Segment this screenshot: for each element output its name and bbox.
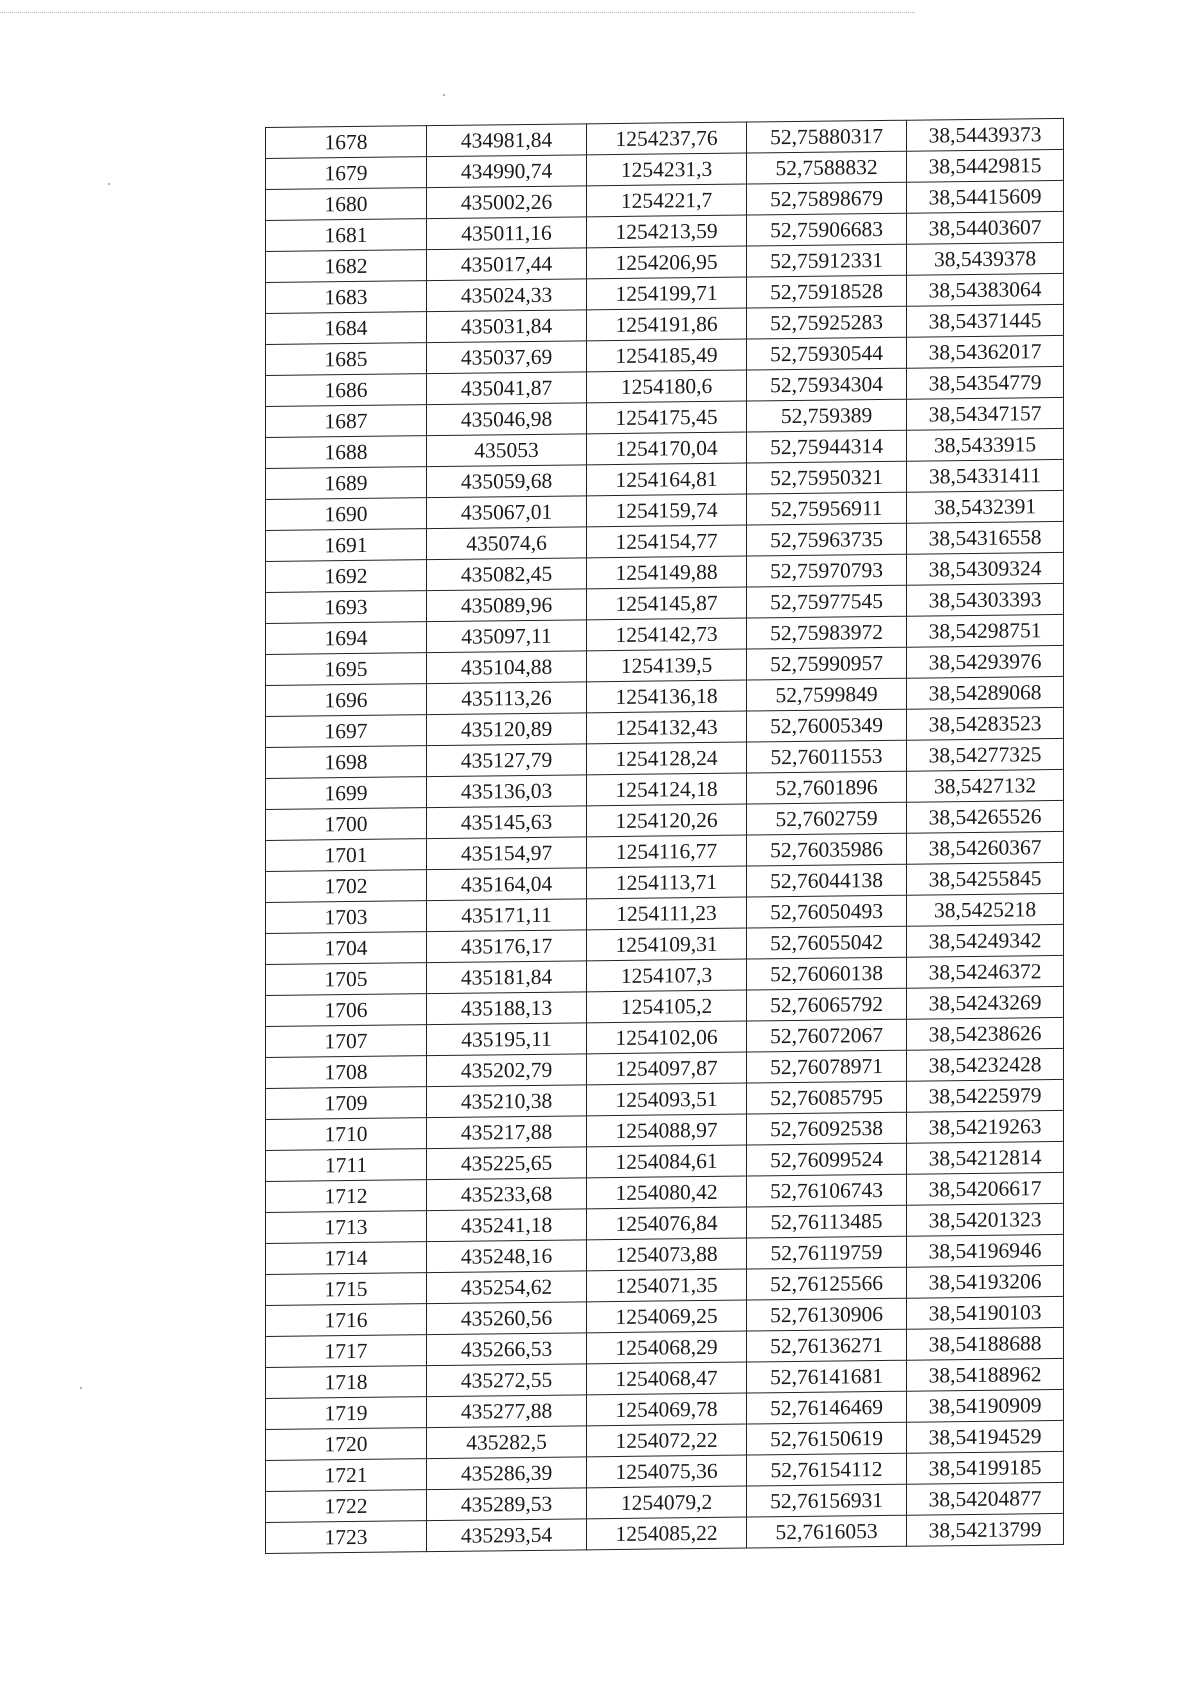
y-coordinate-cell: 1254069,25 (587, 1300, 747, 1333)
longitude-cell: 38,54303393 (907, 583, 1064, 616)
latitude-cell: 52,76005349 (747, 709, 907, 742)
y-coordinate-cell: 1254076,84 (587, 1207, 747, 1240)
x-coordinate-cell: 435046,98 (427, 403, 587, 436)
y-coordinate-cell: 1254097,87 (587, 1052, 747, 1085)
y-coordinate-cell: 1254170,04 (587, 432, 747, 465)
longitude-cell: 38,54246372 (907, 955, 1064, 988)
latitude-cell: 52,76150619 (747, 1422, 907, 1455)
point-number-cell: 1706 (266, 994, 427, 1027)
y-coordinate-cell: 1254191,86 (587, 308, 747, 341)
point-number-cell: 1683 (266, 281, 427, 314)
y-coordinate-cell: 1254175,45 (587, 401, 747, 434)
x-coordinate-cell: 435248,16 (427, 1240, 587, 1273)
longitude-cell: 38,54193206 (907, 1265, 1064, 1298)
point-number-cell: 1720 (266, 1428, 427, 1461)
point-number-cell: 1688 (266, 436, 427, 469)
longitude-cell: 38,54255845 (907, 862, 1064, 895)
y-coordinate-cell: 1254164,81 (587, 463, 747, 496)
y-coordinate-cell: 1254180,6 (587, 370, 747, 403)
latitude-cell: 52,76156931 (747, 1484, 907, 1517)
y-coordinate-cell: 1254206,95 (587, 246, 747, 279)
y-coordinate-cell: 1254080,42 (587, 1176, 747, 1209)
latitude-cell: 52,75912331 (747, 244, 907, 277)
latitude-cell: 52,76141681 (747, 1360, 907, 1393)
point-number-cell: 1681 (266, 219, 427, 252)
x-coordinate-cell: 435225,65 (427, 1147, 587, 1180)
x-coordinate-cell: 435266,53 (427, 1333, 587, 1366)
latitude-cell: 52,75934304 (747, 368, 907, 401)
point-number-cell: 1697 (266, 715, 427, 748)
latitude-cell: 52,759389 (747, 399, 907, 432)
longitude-cell: 38,54188688 (907, 1327, 1064, 1360)
y-coordinate-cell: 1254109,31 (587, 928, 747, 961)
longitude-cell: 38,54204877 (907, 1482, 1064, 1515)
latitude-cell: 52,76125566 (747, 1267, 907, 1300)
point-number-cell: 1694 (266, 622, 427, 655)
x-coordinate-cell: 435241,18 (427, 1209, 587, 1242)
latitude-cell: 52,76050493 (747, 895, 907, 928)
longitude-cell: 38,54439373 (907, 118, 1064, 151)
x-coordinate-cell: 435127,79 (427, 744, 587, 777)
point-number-cell: 1692 (266, 560, 427, 593)
latitude-cell: 52,7599849 (747, 678, 907, 711)
point-number-cell: 1685 (266, 343, 427, 376)
longitude-cell: 38,54429815 (907, 149, 1064, 182)
longitude-cell: 38,5439378 (907, 242, 1064, 275)
latitude-cell: 52,76154112 (747, 1453, 907, 1486)
x-coordinate-cell: 435164,04 (427, 868, 587, 901)
y-coordinate-cell: 1254231,3 (587, 153, 747, 186)
longitude-cell: 38,54212814 (907, 1141, 1064, 1174)
y-coordinate-cell: 1254069,78 (587, 1393, 747, 1426)
longitude-cell: 38,54194529 (907, 1420, 1064, 1453)
x-coordinate-cell: 435171,11 (427, 899, 587, 932)
latitude-cell: 52,7601896 (747, 771, 907, 804)
scan-speck (443, 94, 445, 96)
y-coordinate-cell: 1254073,88 (587, 1238, 747, 1271)
y-coordinate-cell: 1254068,29 (587, 1331, 747, 1364)
longitude-cell: 38,5433915 (907, 428, 1064, 461)
x-coordinate-cell: 435181,84 (427, 961, 587, 994)
point-number-cell: 1709 (266, 1087, 427, 1120)
y-coordinate-cell: 1254237,76 (587, 122, 747, 155)
longitude-cell: 38,54225979 (907, 1079, 1064, 1112)
y-coordinate-cell: 1254145,87 (587, 587, 747, 620)
latitude-cell: 52,76011553 (747, 740, 907, 773)
latitude-cell: 52,76119759 (747, 1236, 907, 1269)
longitude-cell: 38,54199185 (907, 1451, 1064, 1484)
x-coordinate-cell: 435082,45 (427, 558, 587, 591)
x-coordinate-cell: 435195,11 (427, 1023, 587, 1056)
x-coordinate-cell: 435104,88 (427, 651, 587, 684)
latitude-cell: 52,75930544 (747, 337, 907, 370)
longitude-cell: 38,54347157 (907, 397, 1064, 430)
longitude-cell: 38,54260367 (907, 831, 1064, 864)
x-coordinate-cell: 435041,87 (427, 372, 587, 405)
point-number-cell: 1705 (266, 963, 427, 996)
longitude-cell: 38,54383064 (907, 273, 1064, 306)
y-coordinate-cell: 1254139,5 (587, 649, 747, 682)
latitude-cell: 52,75963735 (747, 523, 907, 556)
point-number-cell: 1715 (266, 1273, 427, 1306)
latitude-cell: 52,7602759 (747, 802, 907, 835)
longitude-cell: 38,54371445 (907, 304, 1064, 337)
y-coordinate-cell: 1254085,22 (587, 1517, 747, 1550)
point-number-cell: 1678 (266, 126, 427, 159)
longitude-cell: 38,54213799 (907, 1513, 1064, 1546)
point-number-cell: 1722 (266, 1490, 427, 1523)
x-coordinate-cell: 435031,84 (427, 310, 587, 343)
y-coordinate-cell: 1254120,26 (587, 804, 747, 837)
latitude-cell: 52,75925283 (747, 306, 907, 339)
point-number-cell: 1682 (266, 250, 427, 283)
longitude-cell: 38,54232428 (907, 1048, 1064, 1081)
y-coordinate-cell: 1254136,18 (587, 680, 747, 713)
y-coordinate-cell: 1254113,71 (587, 866, 747, 899)
latitude-cell: 52,76099524 (747, 1143, 907, 1176)
point-number-cell: 1686 (266, 374, 427, 407)
latitude-cell: 52,76136271 (747, 1329, 907, 1362)
x-coordinate-cell: 435286,39 (427, 1457, 587, 1490)
x-coordinate-cell: 435188,13 (427, 992, 587, 1025)
x-coordinate-cell: 435272,55 (427, 1364, 587, 1397)
longitude-cell: 38,54331411 (907, 459, 1064, 492)
longitude-cell: 38,54316558 (907, 521, 1064, 554)
latitude-cell: 52,76060138 (747, 957, 907, 990)
point-number-cell: 1718 (266, 1366, 427, 1399)
point-number-cell: 1719 (266, 1397, 427, 1430)
coordinates-table-wrapper (265, 118, 1063, 1554)
x-coordinate-cell: 435017,44 (427, 248, 587, 281)
y-coordinate-cell: 1254221,7 (587, 184, 747, 217)
x-coordinate-cell: 435176,17 (427, 930, 587, 963)
coordinates-table-body (266, 118, 1064, 1553)
latitude-cell: 52,76085795 (747, 1081, 907, 1114)
longitude-cell: 38,54362017 (907, 335, 1064, 368)
y-coordinate-cell: 1254071,35 (587, 1269, 747, 1302)
x-coordinate-cell: 435011,16 (427, 217, 587, 250)
y-coordinate-cell: 1254124,18 (587, 773, 747, 806)
x-coordinate-cell: 435113,26 (427, 682, 587, 715)
longitude-cell: 38,54243269 (907, 986, 1064, 1019)
latitude-cell: 52,76113485 (747, 1205, 907, 1238)
longitude-cell: 38,54219263 (907, 1110, 1064, 1143)
point-number-cell: 1701 (266, 839, 427, 872)
y-coordinate-cell: 1254128,24 (587, 742, 747, 775)
x-coordinate-cell: 435154,97 (427, 837, 587, 870)
longitude-cell: 38,54293976 (907, 645, 1064, 678)
latitude-cell: 52,75898679 (747, 182, 907, 215)
x-coordinate-cell: 435254,62 (427, 1271, 587, 1304)
point-number-cell: 1714 (266, 1242, 427, 1275)
point-number-cell: 1696 (266, 684, 427, 717)
y-coordinate-cell: 1254132,43 (587, 711, 747, 744)
point-number-cell: 1680 (266, 188, 427, 221)
latitude-cell: 52,76065792 (747, 988, 907, 1021)
y-coordinate-cell: 1254079,2 (587, 1486, 747, 1519)
longitude-cell: 38,5425218 (907, 893, 1064, 926)
latitude-cell: 52,76092538 (747, 1112, 907, 1145)
x-coordinate-cell: 435089,96 (427, 589, 587, 622)
y-coordinate-cell: 1254107,3 (587, 959, 747, 992)
scan-speck (80, 1387, 82, 1389)
longitude-cell: 38,54415609 (907, 180, 1064, 213)
point-number-cell: 1689 (266, 467, 427, 500)
latitude-cell: 52,76078971 (747, 1050, 907, 1083)
longitude-cell: 38,54283523 (907, 707, 1064, 740)
point-number-cell: 1699 (266, 777, 427, 810)
longitude-cell: 38,54354779 (907, 366, 1064, 399)
x-coordinate-cell: 434981,84 (427, 124, 587, 157)
latitude-cell: 52,75944314 (747, 430, 907, 463)
latitude-cell: 52,75977545 (747, 585, 907, 618)
longitude-cell: 38,54190103 (907, 1296, 1064, 1329)
x-coordinate-cell: 435233,68 (427, 1178, 587, 1211)
x-coordinate-cell: 435293,54 (427, 1519, 587, 1552)
latitude-cell: 52,75950321 (747, 461, 907, 494)
point-number-cell: 1710 (266, 1118, 427, 1151)
point-number-cell: 1684 (266, 312, 427, 345)
longitude-cell: 38,54206617 (907, 1172, 1064, 1205)
point-number-cell: 1713 (266, 1211, 427, 1244)
y-coordinate-cell: 1254116,77 (587, 835, 747, 868)
y-coordinate-cell: 1254075,36 (587, 1455, 747, 1488)
y-coordinate-cell: 1254159,74 (587, 494, 747, 527)
point-number-cell: 1717 (266, 1335, 427, 1368)
x-coordinate-cell: 435097,11 (427, 620, 587, 653)
y-coordinate-cell: 1254105,2 (587, 990, 747, 1023)
longitude-cell: 38,54196946 (907, 1234, 1064, 1267)
longitude-cell: 38,54298751 (907, 614, 1064, 647)
latitude-cell: 52,76044138 (747, 864, 907, 897)
y-coordinate-cell: 1254142,73 (587, 618, 747, 651)
latitude-cell: 52,75880317 (747, 120, 907, 153)
latitude-cell: 52,75970793 (747, 554, 907, 587)
y-coordinate-cell: 1254072,22 (587, 1424, 747, 1457)
latitude-cell: 52,75906683 (747, 213, 907, 246)
x-coordinate-cell: 435210,38 (427, 1085, 587, 1118)
latitude-cell: 52,75990957 (747, 647, 907, 680)
longitude-cell: 38,54249342 (907, 924, 1064, 957)
point-number-cell: 1687 (266, 405, 427, 438)
x-coordinate-cell: 435217,88 (427, 1116, 587, 1149)
longitude-cell: 38,54238626 (907, 1017, 1064, 1050)
scan-edge-line (0, 12, 915, 13)
point-number-cell: 1691 (266, 529, 427, 562)
point-number-cell: 1703 (266, 901, 427, 934)
coordinates-table (265, 118, 1064, 1554)
point-number-cell: 1712 (266, 1180, 427, 1213)
longitude-cell: 38,54265526 (907, 800, 1064, 833)
y-coordinate-cell: 1254213,59 (587, 215, 747, 248)
point-number-cell: 1711 (266, 1149, 427, 1182)
x-coordinate-cell: 435059,68 (427, 465, 587, 498)
x-coordinate-cell: 435074,6 (427, 527, 587, 560)
latitude-cell: 52,75956911 (747, 492, 907, 525)
point-number-cell: 1716 (266, 1304, 427, 1337)
longitude-cell: 38,54403607 (907, 211, 1064, 244)
x-coordinate-cell: 435136,03 (427, 775, 587, 808)
point-number-cell: 1721 (266, 1459, 427, 1492)
x-coordinate-cell: 435053 (427, 434, 587, 467)
y-coordinate-cell: 1254084,61 (587, 1145, 747, 1178)
y-coordinate-cell: 1254185,49 (587, 339, 747, 372)
x-coordinate-cell: 435067,01 (427, 496, 587, 529)
x-coordinate-cell: 435282,5 (427, 1426, 587, 1459)
x-coordinate-cell: 435260,56 (427, 1302, 587, 1335)
y-coordinate-cell: 1254149,88 (587, 556, 747, 589)
x-coordinate-cell: 435024,33 (427, 279, 587, 312)
point-number-cell: 1702 (266, 870, 427, 903)
longitude-cell: 38,54201323 (907, 1203, 1064, 1236)
y-coordinate-cell: 1254088,97 (587, 1114, 747, 1147)
latitude-cell: 52,75983972 (747, 616, 907, 649)
latitude-cell: 52,76106743 (747, 1174, 907, 1207)
y-coordinate-cell: 1254111,23 (587, 897, 747, 930)
point-number-cell: 1704 (266, 932, 427, 965)
x-coordinate-cell: 434990,74 (427, 155, 587, 188)
y-coordinate-cell: 1254102,06 (587, 1021, 747, 1054)
latitude-cell: 52,76072067 (747, 1019, 907, 1052)
point-number-cell: 1700 (266, 808, 427, 841)
point-number-cell: 1708 (266, 1056, 427, 1089)
latitude-cell: 52,7616053 (747, 1515, 907, 1548)
x-coordinate-cell: 435277,88 (427, 1395, 587, 1428)
x-coordinate-cell: 435002,26 (427, 186, 587, 219)
y-coordinate-cell: 1254199,71 (587, 277, 747, 310)
x-coordinate-cell: 435145,63 (427, 806, 587, 839)
longitude-cell: 38,5432391 (907, 490, 1064, 523)
point-number-cell: 1707 (266, 1025, 427, 1058)
longitude-cell: 38,5427132 (907, 769, 1064, 802)
point-number-cell: 1723 (266, 1521, 427, 1554)
y-coordinate-cell: 1254154,77 (587, 525, 747, 558)
x-coordinate-cell: 435289,53 (427, 1488, 587, 1521)
longitude-cell: 38,54277325 (907, 738, 1064, 771)
longitude-cell: 38,54309324 (907, 552, 1064, 585)
longitude-cell: 38,54190909 (907, 1389, 1064, 1422)
longitude-cell: 38,54289068 (907, 676, 1064, 709)
point-number-cell: 1695 (266, 653, 427, 686)
latitude-cell: 52,76146469 (747, 1391, 907, 1424)
x-coordinate-cell: 435037,69 (427, 341, 587, 374)
longitude-cell: 38,54188962 (907, 1358, 1064, 1391)
point-number-cell: 1679 (266, 157, 427, 190)
latitude-cell: 52,76130906 (747, 1298, 907, 1331)
y-coordinate-cell: 1254068,47 (587, 1362, 747, 1395)
y-coordinate-cell: 1254093,51 (587, 1083, 747, 1116)
x-coordinate-cell: 435202,79 (427, 1054, 587, 1087)
latitude-cell: 52,7588832 (747, 151, 907, 184)
latitude-cell: 52,76055042 (747, 926, 907, 959)
point-number-cell: 1690 (266, 498, 427, 531)
point-number-cell: 1698 (266, 746, 427, 779)
scan-speck (108, 183, 110, 185)
latitude-cell: 52,76035986 (747, 833, 907, 866)
point-number-cell: 1693 (266, 591, 427, 624)
latitude-cell: 52,75918528 (747, 275, 907, 308)
x-coordinate-cell: 435120,89 (427, 713, 587, 746)
